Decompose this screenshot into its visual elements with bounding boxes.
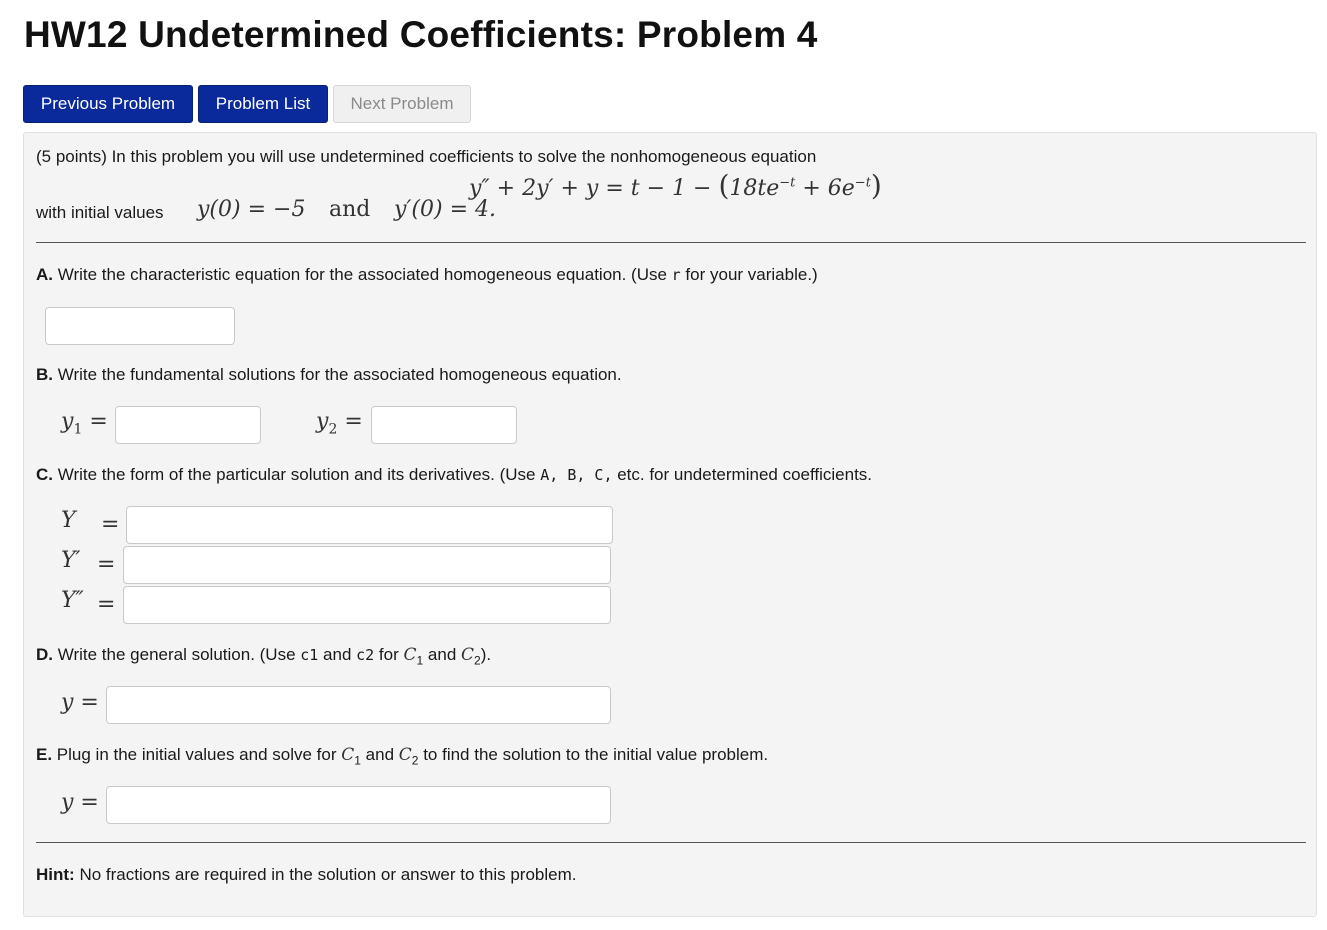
initial-and: and <box>329 197 371 222</box>
Y-double-prime-label: Y″ <box>61 588 84 613</box>
equation-term-a: 18te <box>729 176 780 201</box>
part-d-text-e: ). <box>480 645 492 664</box>
y1-input[interactable] <box>115 406 261 444</box>
differential-equation <box>469 169 882 202</box>
part-d-text-a: Write the general solution. (Use <box>57 645 301 664</box>
next-problem-button[interactable]: Next Problem <box>333 85 471 123</box>
part-e-math2: C <box>398 745 412 765</box>
hint-text: No fractions are required in the solution or answer to this problem. <box>74 865 577 884</box>
y1-symbol: y <box>61 409 74 434</box>
problem-panel <box>23 132 1317 917</box>
part-c-text-after: etc. for undetermined coefficients. <box>612 465 873 484</box>
general-solution-input[interactable] <box>106 686 611 724</box>
initial-values-label: with initial values <box>36 203 164 222</box>
part-b-prompt <box>36 365 622 385</box>
Y-input[interactable] <box>126 506 613 544</box>
part-b-text: Write the fundamental solutions for the associated homogeneous equation. <box>57 365 622 384</box>
Y-prime-input[interactable] <box>123 546 611 584</box>
ivp-solution-input[interactable] <box>106 786 611 824</box>
Y-prime-label: Y′ <box>61 548 81 573</box>
part-a-var: r <box>671 266 681 284</box>
y2-subscript: 2 <box>328 421 338 438</box>
y2-input[interactable] <box>371 406 517 444</box>
part-e-sub2: 2 <box>411 753 419 768</box>
initial-value-yp0: y′(0) = 4. <box>394 197 496 222</box>
part-c-prompt <box>36 465 872 485</box>
part-e-sub1: 1 <box>354 753 361 768</box>
hint-label: Hint: <box>36 865 75 884</box>
part-c-letter: C. <box>36 465 53 484</box>
page-title: HW12 Undetermined Coefficients: Problem 4 <box>24 14 818 55</box>
paren-open: ( <box>718 169 730 202</box>
part-e-text-b: and <box>360 745 399 764</box>
Y-double-prime-input[interactable] <box>123 586 611 624</box>
part-e-prompt <box>36 745 768 767</box>
part-a-text-before: Write the characteristic equation for the associated homogeneous equation. (Use <box>57 265 672 284</box>
Y-label: Y <box>61 508 76 533</box>
y2-equals: = <box>344 409 363 434</box>
part-d-code1: c1 <box>300 646 319 664</box>
characteristic-equation-input[interactable] <box>45 307 235 345</box>
part-a-text-after: for your variable.) <box>680 265 818 284</box>
part-e-text-a: Plug in the initial values and solve for <box>56 745 342 764</box>
Y-double-prime-equals: = <box>97 592 116 617</box>
hint <box>36 865 576 885</box>
previous-problem-button[interactable]: Previous Problem <box>23 85 193 123</box>
general-solution-label: y = <box>61 690 99 715</box>
part-c-codes: A, B, C, <box>540 466 613 484</box>
part-b-letter: B. <box>36 365 53 384</box>
divider-top <box>36 242 1306 243</box>
part-d-text-d: and <box>423 645 462 664</box>
problem-list-button[interactable]: Problem List <box>198 85 328 123</box>
part-e-letter: E. <box>36 745 53 764</box>
part-d-prompt <box>36 645 491 667</box>
part-d-text-c: for <box>374 645 404 664</box>
ivp-solution-label: y = <box>61 790 99 815</box>
initial-value-y0: y(0) = −5 <box>197 197 306 222</box>
part-e-text-c: to find the solution to the initial value problem. <box>418 745 769 764</box>
equation-term-b: + 6e <box>795 176 855 201</box>
part-d-letter: D. <box>36 645 53 664</box>
y2-symbol: y <box>316 409 329 434</box>
Y-prime-equals: = <box>97 552 116 577</box>
part-d-code2: c2 <box>356 646 375 664</box>
part-d-math1: C <box>403 645 417 665</box>
part-d-text-b: and <box>318 645 357 664</box>
y1-label <box>61 409 108 437</box>
divider-bottom <box>36 842 1306 843</box>
y1-subscript: 1 <box>73 421 83 438</box>
paren-close: ) <box>870 169 882 202</box>
part-d-sub1: 1 <box>416 653 424 668</box>
equation-exp-b: −t <box>854 175 871 191</box>
part-a-letter: A. <box>36 265 53 284</box>
problem-intro: (5 points) In this problem you will use undetermined coefficients to solve the nonhomogeneous equation <box>36 147 817 166</box>
y2-label <box>316 409 363 437</box>
y1-equals: = <box>89 409 108 434</box>
part-e-math1: C <box>341 745 355 765</box>
part-d-math2: C <box>461 645 475 665</box>
part-d-sub2: 2 <box>474 653 481 668</box>
part-c-text-before: Write the form of the particular solution and its derivatives. (Use <box>57 465 541 484</box>
Y-equals: = <box>101 512 120 537</box>
equation-exp-a: −t <box>779 175 796 191</box>
part-a-prompt <box>36 265 818 285</box>
equation-lhs: y″ + 2y′ + y = t − 1 − <box>469 176 719 201</box>
